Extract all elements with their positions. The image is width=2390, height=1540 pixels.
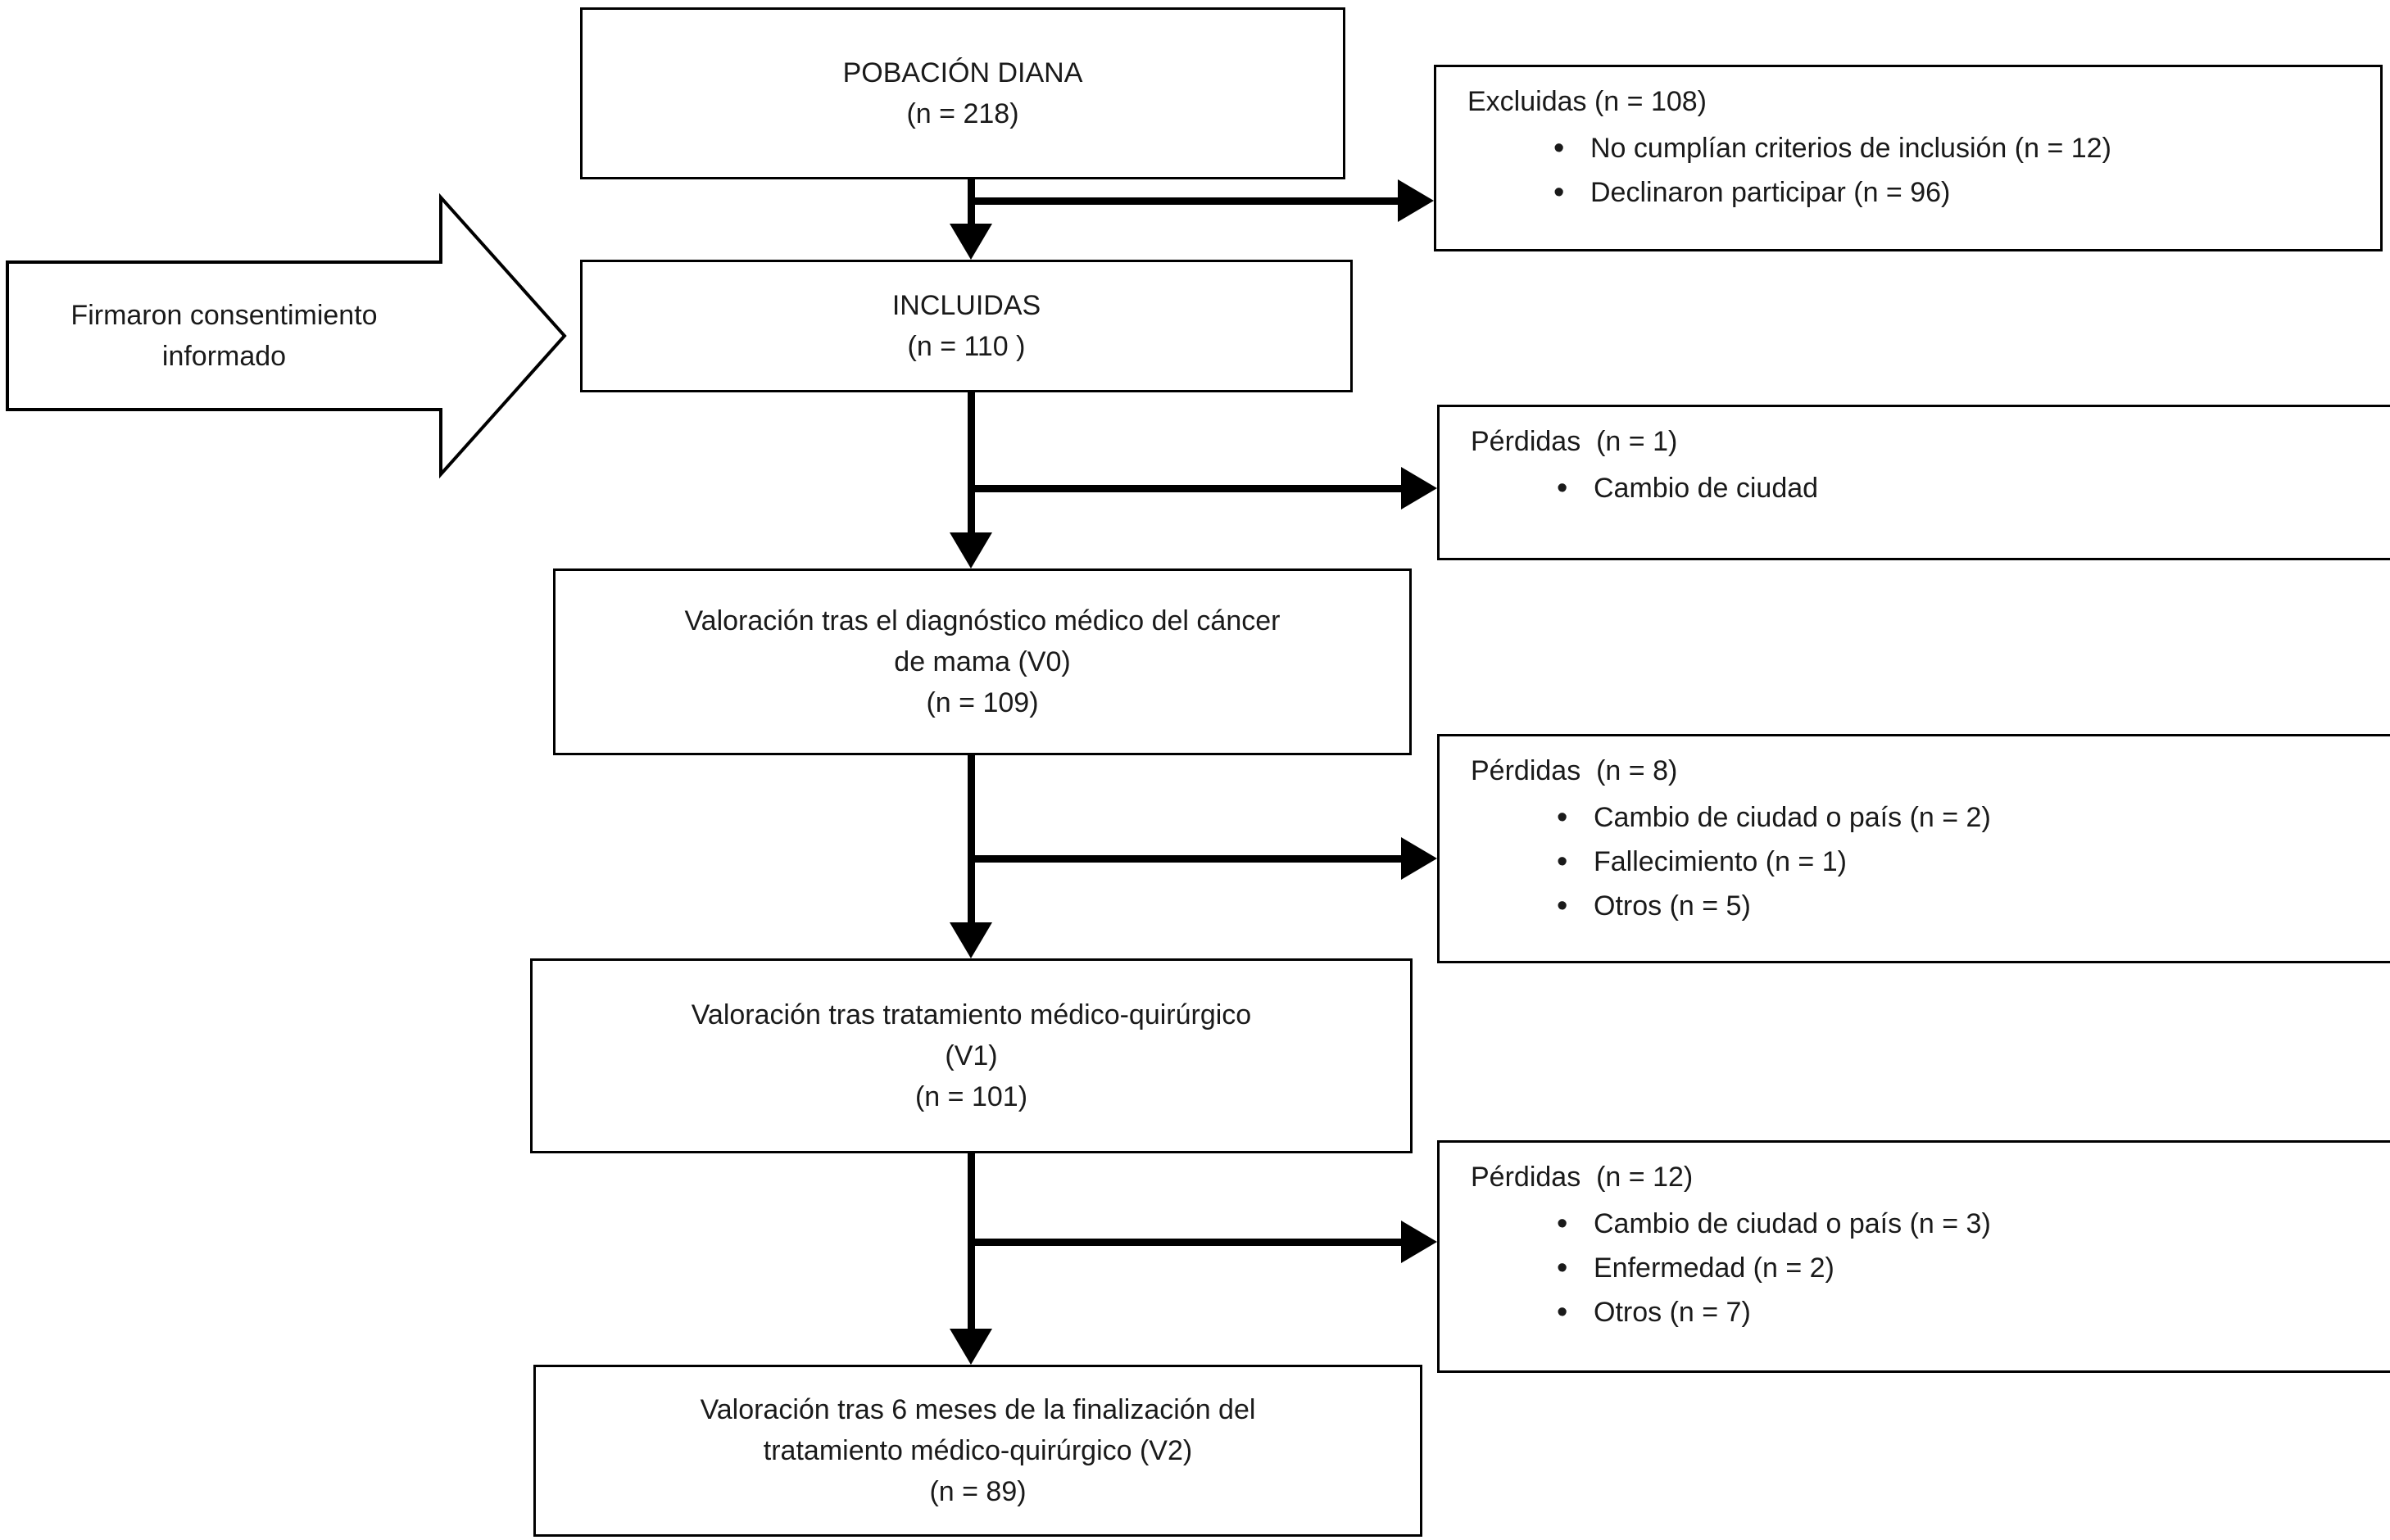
connector-line: [971, 1239, 1403, 1246]
arrow-right-icon: [1401, 837, 1437, 880]
arrow-down-icon: [950, 224, 992, 260]
side-box-list: [1467, 126, 2361, 215]
box-line: (n = 218): [906, 98, 1019, 129]
list-item: • Cambio de ciudad: [1471, 466, 2390, 510]
arrow-right-icon: [1398, 179, 1434, 222]
consent-label-line: Firmaron consentimiento: [70, 300, 378, 331]
connector-line: [971, 485, 1403, 492]
box-line: INCLUIDAS: [891, 290, 1041, 321]
target-population-box: [580, 7, 1345, 179]
side-box-list: [1471, 1202, 2390, 1334]
consent-arrow-label: [7, 262, 441, 410]
v2-assessment-box: [533, 1365, 1422, 1537]
side-box-list: [1471, 466, 2390, 510]
consent-label-line: informado: [161, 341, 287, 372]
box-line: Valoración tras tratamiento médico-quirúrgico: [691, 999, 1252, 1030]
side-box-list: [1471, 795, 2390, 928]
list-item: • Otros (n = 7): [1471, 1290, 2390, 1334]
side-box-title: Pérdidas (n = 8): [1471, 755, 1678, 786]
connector-line: [971, 197, 1399, 205]
included-box: [580, 260, 1353, 392]
arrow-right-icon: [1401, 1221, 1437, 1263]
v0-assessment-box: [553, 568, 1412, 755]
list-item: • Declinaron participar (n = 96): [1467, 170, 2361, 215]
arrow-down-icon: [950, 1329, 992, 1365]
list-item: • Fallecimiento (n = 1): [1471, 840, 2390, 884]
losses-12-box: [1437, 1140, 2390, 1373]
arrow-down-icon: [950, 922, 992, 958]
arrow-down-icon: [950, 532, 992, 568]
connector-line: [971, 855, 1403, 863]
box-line: Valoración tras el diagnóstico médico del cáncer: [684, 605, 1281, 636]
box-line: (n = 110 ): [907, 331, 1026, 362]
list-item: • Cambio de ciudad o país (n = 2): [1471, 795, 2390, 840]
list-item: • Enfermedad (n = 2): [1471, 1246, 2390, 1290]
side-box-title: Excluidas (n = 108): [1467, 86, 1707, 117]
box-line: Valoración tras 6 meses de la finalización del: [700, 1394, 1256, 1425]
connector-line: [968, 754, 975, 924]
box-line: (n = 109): [926, 687, 1039, 718]
list-item: • Cambio de ciudad o país (n = 3): [1471, 1202, 2390, 1246]
losses-8-box: [1437, 734, 2390, 963]
box-line: (V1): [945, 1040, 998, 1071]
list-item: • Otros (n = 5): [1471, 884, 2390, 928]
side-box-title: Pérdidas (n = 1): [1471, 426, 1678, 457]
side-box-title: Pérdidas (n = 12): [1471, 1162, 1694, 1193]
connector-line: [968, 391, 975, 534]
losses-1-box: [1437, 405, 2390, 560]
box-line: de mama (V0): [894, 646, 1071, 677]
box-line: tratamiento médico-quirúrgico (V2): [763, 1435, 1193, 1466]
v1-assessment-box: [530, 958, 1413, 1153]
arrow-right-icon: [1401, 467, 1437, 510]
box-line: (n = 101): [914, 1081, 1028, 1112]
box-line: (n = 89): [929, 1476, 1027, 1507]
list-item: • No cumplían criterios de inclusión (n = 12): [1467, 126, 2361, 170]
box-line: POBACIÓN DIANA: [842, 57, 1083, 88]
excluded-box: [1434, 65, 2383, 251]
